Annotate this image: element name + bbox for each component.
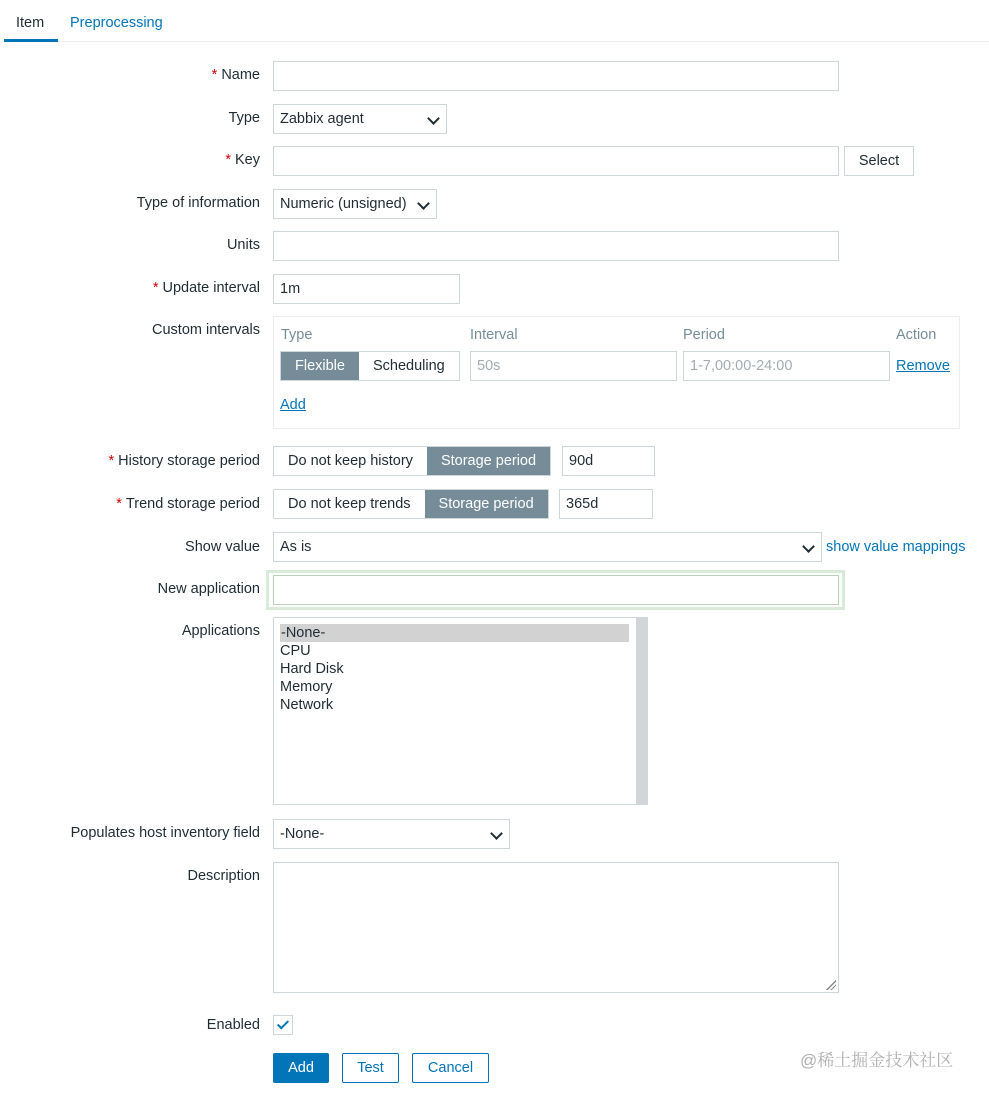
description-label: Description: [187, 868, 260, 884]
inventory-label: Populates host inventory field: [70, 825, 260, 841]
name-label: * Name: [211, 67, 260, 83]
new-application-input[interactable]: [273, 575, 839, 605]
show-value-label: Show value: [185, 539, 260, 555]
key-select-button[interactable]: Select: [844, 146, 914, 176]
trend-toggle: [273, 489, 549, 519]
applications-option[interactable]: CPU: [280, 643, 311, 659]
new-application-label: New application: [157, 581, 260, 597]
test-button[interactable]: Test: [342, 1053, 399, 1083]
add-button[interactable]: Add: [273, 1053, 329, 1083]
applications-scrollbar[interactable]: [636, 618, 647, 804]
history-do-not-keep-option[interactable]: Do not keep history: [274, 447, 427, 475]
cancel-button[interactable]: Cancel: [412, 1053, 489, 1083]
chevron-down-icon: [802, 540, 815, 553]
trend-do-not-keep-option[interactable]: Do not keep trends: [274, 490, 425, 518]
ci-header-interval: Interval: [470, 327, 518, 343]
show-value-mappings-link[interactable]: show value mappings: [826, 539, 966, 555]
description-textarea[interactable]: [273, 862, 839, 993]
tab-bar: [4, 4, 989, 42]
watermark: @稀土掘金技术社区: [800, 1051, 954, 1070]
ci-period-input[interactable]: 1-7,00:00-24:00: [683, 351, 890, 381]
key-input[interactable]: [273, 146, 839, 176]
update-interval-input[interactable]: 1m: [273, 274, 460, 304]
ci-add-link[interactable]: Add: [280, 397, 306, 413]
applications-option[interactable]: Network: [280, 697, 334, 713]
trend-period-input[interactable]: 365d: [559, 489, 653, 519]
ci-remove-link[interactable]: Remove: [896, 358, 950, 374]
type-of-information-label: Type of information: [136, 195, 260, 211]
checkmark-icon: [277, 1017, 289, 1029]
type-select[interactable]: Zabbix agent: [273, 104, 447, 134]
ci-type-toggle: [280, 351, 460, 381]
chevron-down-icon: [490, 827, 503, 840]
history-period-input[interactable]: 90d: [562, 446, 655, 476]
units-input[interactable]: [273, 231, 839, 261]
ci-flexible-option[interactable]: Flexible: [281, 352, 359, 380]
applications-option[interactable]: -None-: [280, 624, 629, 642]
name-input[interactable]: [273, 61, 839, 91]
ci-interval-input[interactable]: 50s: [470, 351, 677, 381]
custom-intervals-label: Custom intervals: [152, 322, 260, 338]
ci-header-type: Type: [281, 327, 313, 343]
history-toggle: [273, 446, 551, 476]
ci-header-period: Period: [683, 327, 725, 343]
chevron-down-icon: [417, 197, 430, 210]
ci-header-action: Action: [896, 327, 937, 343]
ci-scheduling-option[interactable]: Scheduling: [359, 352, 459, 380]
enabled-label: Enabled: [206, 1017, 260, 1033]
units-label: Units: [226, 237, 260, 253]
inventory-select[interactable]: -None-: [273, 819, 510, 849]
show-value-select[interactable]: As is: [273, 532, 822, 562]
tab-item[interactable]: Item: [4, 4, 58, 42]
enabled-checkbox[interactable]: [273, 1015, 293, 1035]
trend-storage-period-option[interactable]: Storage period: [425, 490, 548, 518]
resize-grip-icon[interactable]: [826, 980, 836, 990]
applications-option[interactable]: Hard Disk: [280, 661, 344, 677]
custom-intervals-table: [273, 316, 960, 429]
trend-label: * Trend storage period: [116, 496, 260, 512]
type-label: Type: [228, 110, 260, 126]
chevron-down-icon: [427, 112, 440, 125]
tab-preprocessing[interactable]: Preprocessing: [70, 15, 163, 31]
applications-listbox[interactable]: [273, 617, 648, 805]
type-of-information-select[interactable]: Numeric (unsigned): [273, 189, 437, 219]
applications-label: Applications: [181, 623, 260, 639]
key-label: * Key: [225, 152, 260, 168]
history-storage-period-option[interactable]: Storage period: [427, 447, 550, 475]
history-label: * History storage period: [108, 453, 260, 469]
update-interval-label: * Update interval: [152, 280, 260, 296]
applications-option[interactable]: Memory: [280, 679, 333, 695]
